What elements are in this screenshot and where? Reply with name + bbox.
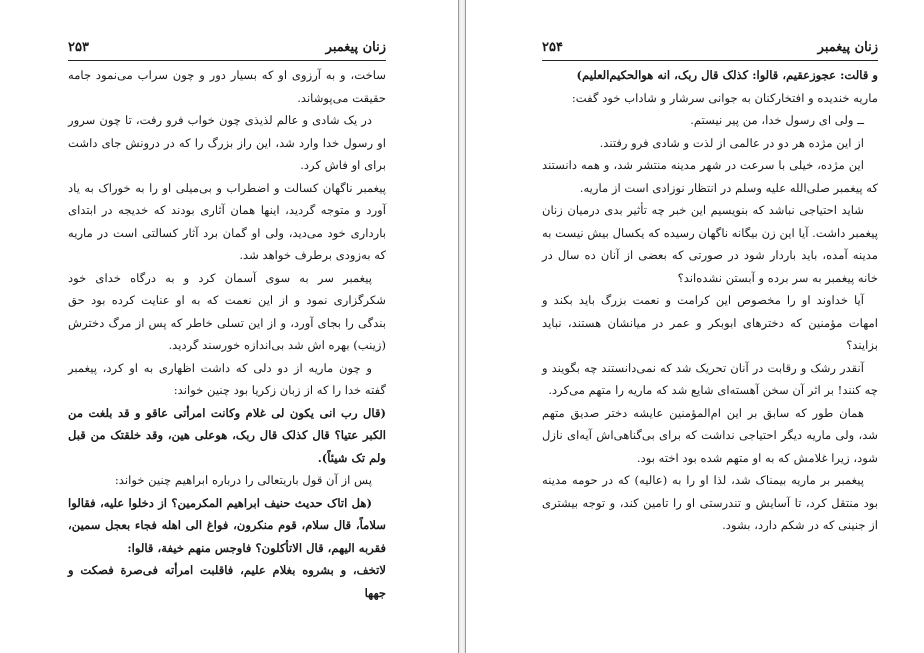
right-running-title: زنان پیغمبر	[817, 40, 878, 55]
left-page-paragraph: ساخت، و به آرزوی او که بسیار دور و چون سراب می‌نمود جامه حقیقت می‌پوشاند.	[68, 68, 386, 105]
left-running-title: زنان پیغمبر	[325, 40, 386, 55]
right-page-header	[542, 40, 878, 58]
right-page-number: ۲۵۴	[542, 40, 563, 55]
gutter-edge-left	[458, 0, 459, 653]
left-page-paragraph: لاتخف، و بشروه بغلام علیم، فاقلبت امرأته فی‌صرة فصکت و جهها	[68, 563, 386, 600]
right-page-paragraph: ماریه خندیده و افتخارکنان به جوانی سرشار و شاداب خود گفت:	[571, 90, 878, 105]
left-page-paragraph: (هل اتاک حدیث حنیف ابراهیم المکرمین؟ از دخلوا علیه، فقالوا سلاماً، قال سلام، قوم منکرون، فواغ الی اهله فجاء بعجل سمین، فقربه الیهم، قال الاتأکلون؟ فاوجس منهم خیفة، قالوا:	[68, 495, 386, 555]
left-header-rule	[68, 60, 386, 61]
left-page-body	[68, 64, 386, 604]
left-page-header	[68, 40, 386, 58]
right-page-body	[542, 64, 878, 537]
right-header-rule	[542, 60, 878, 61]
left-page-paragraph: و چون ماریه از دو دلی که داشت اظهاری به او کرد، پیغمبر گفته خدا را که از زبان زکریا بود چنین خواند:	[68, 360, 386, 397]
right-page-paragraph: شاید احتیاجی نباشد که بنویسیم این خبر چه تأثیر بدی درمیان زنان پیغمبر داشت. آیا این زن بیگانه ناگهان رسیده که یکسال بیش نیست به مدینه آمده، باید باردار شود در صورتی که بعضی از آنان ده سال در خانه پیغمبر به سر برده و آبستن نشده‌اند؟	[542, 203, 878, 285]
left-page-number: ۲۵۳	[68, 40, 89, 55]
left-page-paragraph: پس از آن قول باریتعالی را درباره ابراهیم چنین خواند:	[114, 473, 372, 487]
right-page-paragraph: آیا خداوند او را مخصوص این کرامت و نعمت بزرگ باید بکند و امهات مؤمنین که دخترهای ابوبکر و عمر در میانشان هستند، نباید بزایند؟	[542, 293, 878, 352]
right-page-paragraph: این مژده، خیلی با سرعت در شهر مدینه منتشر شد، و همه دانستند که پیغمبر صلی‌الله علیه وسلم در انتظار نوزادی است از ماریه.	[542, 158, 878, 195]
left-page-paragraph: (قال رب انی یکون لی غلام وکانت امرأتی عاقو و قد بلغت من الکبر عتیا؟ قال کذلک قال ربک، هوعلی هین، وقد خلقتک من قبل ولم تک شیئاً).	[68, 405, 386, 465]
right-page	[466, 0, 924, 653]
right-page-paragraph: پیغمبر بر ماریه بیمناک شد، لذا او را به (عالیه) که در حومه مدینه بود منتقل کرد، تا آسایش و تندرستی او را تامین کند، و توجه بیشتری از جنینی که در شکم دارد، بشود.	[542, 473, 878, 532]
left-page-paragraph: در یک شادی و عالم لذیذی چون خواب فرو رفت، تا چون سرور او رسول خدا وارد شد، این راز بزرگ را که در درونش جای داشت برای او فاش کرد.	[68, 113, 386, 172]
left-page	[0, 0, 458, 653]
right-page-paragraph: ــ ولی ای رسول خدا، من پیر نیستم.	[690, 113, 864, 127]
left-page-paragraph: پیغمبر ناگهان کسالت و اضطراب و بی‌میلی او را به خوراک به یاد آورد و متوجه گردید، اینها همان آثاری بودند که خدیجه در ابتدای بارداری خود می‌دید، ولی او گمان برد آثار کسالتی است در ماریه که به‌زودی برطرف خواهد شد.	[68, 180, 386, 262]
right-page-paragraph: آنقدر رشک و رقابت در آنان تحریک شد که نمی‌دانستند چه بگویند و چه کنند! بر اثر آن سخن آهسته‌ای شایع شد که ماریه را متهم می‌کرد.	[542, 360, 878, 397]
right-page-paragraph: همان طور که سابق بر این ام‌المؤمنین عایشه دختر صدیق متهم شد، ولی ماریه دیگر احتیاجی نداشت که برای بی‌گناهی‌اش آیه‌ای نازل شود، زیرا غلامش که به او متهم شده بود اخته بود.	[542, 405, 878, 465]
left-page-paragraph: پیغمبر سر به سوی آسمان کرد و به درگاه خدای خود شکرگزاری نمود و از این نعمت که به او عنایت کرده بود حق بندگی را بجای آورد، و از این تسلی خاطر که پس از مرگ دخترش (زینب) بهره اش شد بی‌اندازه خورسند گردید.	[68, 270, 386, 352]
right-page-paragraph: از این مژده هر دو در عالمی از لذت و شادی فرو رفتند.	[599, 135, 864, 150]
right-page-paragraph: و قالت: عجوزعقیم، قالوا: کذلک قال ربک، انه هوالحکیم‌العلیم)	[576, 68, 878, 82]
